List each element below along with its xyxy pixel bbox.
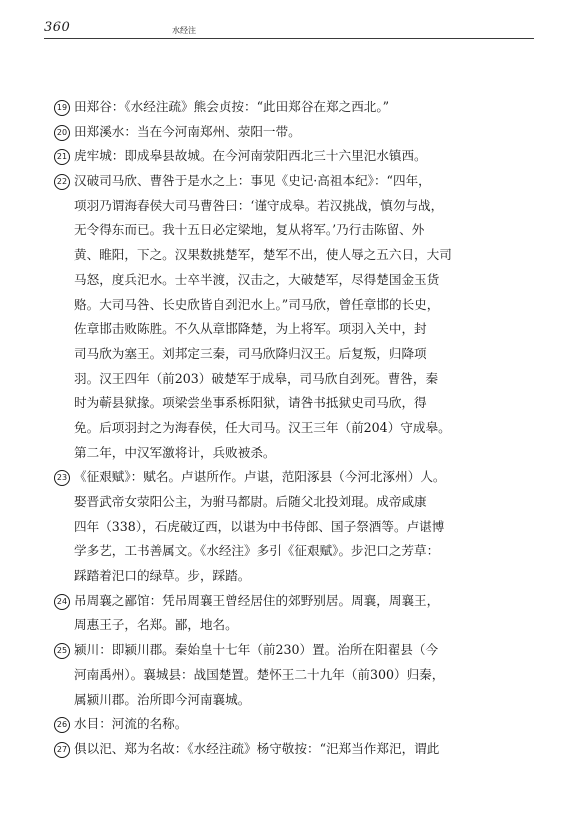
note-27 — [54, 737, 509, 762]
note-line: 学多艺，工书善属文。《水经注》多引《征艰赋》。步汜口之芳草： — [74, 543, 440, 559]
note-line: 免。后项羽封之为海春侯，任大司马。汉王三年（前204）守成皋。 — [74, 419, 451, 435]
note-line: 黄、睢阳，下之。汉果数挑楚军，楚军不出，使人辱之五六日，大司 — [74, 247, 452, 263]
note-line: 田郑溪水：当在今河南郑州、荥阳一带。 — [74, 123, 301, 139]
note-line: 田郑谷：《水经注疏》熊会贞按：“此田郑谷在郑之西北。” — [74, 99, 390, 114]
note-20 — [54, 120, 509, 145]
header-rule — [44, 38, 534, 39]
note-line: 赂。大司马咎、长史欣皆自刭汜水上。”司马欣，曾任章邯的长史， — [74, 296, 440, 312]
note-24 — [54, 589, 509, 638]
page-number: 360 — [44, 20, 71, 35]
note-line: 羽。汉王四年（前203）破楚军于成皋，司马欣自刭死。曹咎，秦 — [74, 370, 439, 386]
note-25 — [54, 638, 509, 712]
running-title: 水经注 — [172, 26, 196, 35]
note-22 — [54, 169, 509, 465]
note-line: 周惠王子，名郑。鄙，地名。 — [74, 617, 238, 633]
note-number: 23 — [54, 470, 70, 486]
note-number: 26 — [54, 717, 70, 733]
note-line: 无令得东而已。我十五日必定梁地，复从将军。’乃行击陈留、外 — [74, 222, 425, 238]
note-line: 马怒，度兵汜水。士卒半渡，汉击之，大破楚军，尽得楚国金玉货 — [74, 271, 440, 287]
note-number: 25 — [54, 643, 70, 659]
note-21 — [54, 144, 509, 169]
note-line: 属颍川郡。治所即今河南襄城。 — [74, 691, 251, 707]
note-line: 河南禹州）。襄城县：战国楚置。楚怀王二十九年（前300）归秦， — [74, 666, 445, 682]
note-line: 四年（338），石虎破辽西，以谌为中书侍郎、国子祭酒等。卢谌博 — [74, 518, 445, 534]
note-number: 21 — [54, 149, 70, 165]
notes-list — [54, 95, 509, 762]
note-line: 踩踏着汜口的绿草。步，踩踏。 — [74, 568, 251, 584]
note-line: 颍川：即颍川郡。秦始皇十七年（前230）置。治所在阳翟县（今 — [74, 642, 439, 658]
note-23 — [54, 465, 509, 588]
note-line: 时为蕲县狱掾。项梁尝坐事系栎阳狱，请咎书抵狱史司马欣，得 — [74, 395, 427, 411]
note-line: 娶晋武帝女荥阳公主，为驸马都尉。后随父北投刘琨。成帝咸康 — [74, 494, 427, 509]
note-number: 24 — [54, 594, 70, 610]
note-line: 项羽乃谓海春侯大司马曹咎曰：‘谨守成皋。若汉挑战，慎勿与战， — [74, 197, 444, 213]
note-number: 20 — [54, 125, 70, 141]
page-header — [44, 20, 534, 40]
note-number: 27 — [54, 742, 70, 758]
note-number: 19 — [54, 100, 70, 116]
note-line: 水目：河流的名称。 — [74, 716, 188, 732]
note-26 — [54, 712, 509, 737]
note-line: 司马欣为塞王。刘邦定三秦，司马欣降归汉王。后复叛，归降项 — [74, 345, 427, 361]
note-line: 俱以汜、郑为名故：《水经注疏》杨守敬按：“汜郑当作郑汜，谓此 — [74, 740, 440, 756]
note-line: 佐章邯击败陈胜。不久从章邯降楚，为上将军。项羽入关中，封 — [74, 321, 427, 337]
note-line: 《征艰赋》：赋名。卢谌所作。卢谌，范阳涿县（今河北涿州）人。 — [74, 469, 446, 485]
note-line: 第二年，中汉军激将计，兵败被杀。 — [74, 444, 276, 460]
note-line: 虎牢城：即成皋县故城。在今河南荥阳西北三十六里汜水镇西。 — [74, 148, 427, 164]
note-line: 吊周襄之鄙馆：凭吊周襄王曾经居住的郊野别居。周襄，周襄王， — [74, 592, 440, 608]
note-line: 汉破司马欣、曹咎于是水之上：事见《史记·高祖本纪》：“四年， — [74, 173, 431, 189]
note-19 — [54, 95, 509, 120]
note-number: 22 — [54, 174, 70, 190]
